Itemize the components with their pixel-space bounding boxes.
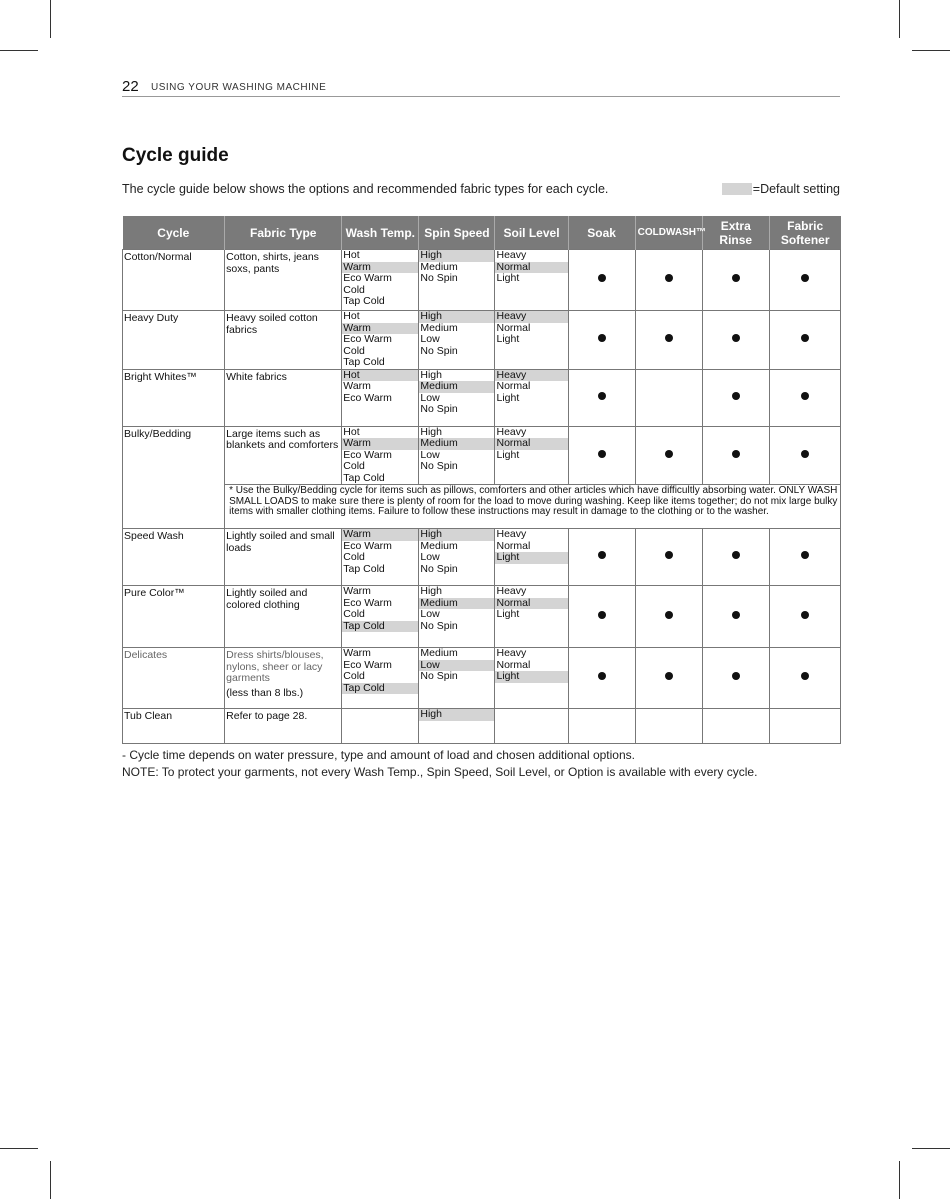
option-value: Cold <box>343 551 365 563</box>
option-value: Normal <box>496 539 531 552</box>
crop-mark <box>899 1161 900 1199</box>
column-header: Soak <box>568 216 635 250</box>
option-value: Eco Warm <box>343 658 392 671</box>
option-value: Medium <box>420 647 458 659</box>
option-value: Low <box>420 551 440 563</box>
option-value: No Spin <box>420 272 458 284</box>
option-value: Tap Cold <box>342 683 418 695</box>
option-value: High <box>419 529 494 541</box>
fabric-type <box>225 648 342 709</box>
option-value: Warm <box>343 585 371 597</box>
option-value: Warm <box>343 647 371 659</box>
available-dot-icon <box>732 392 740 400</box>
coldwash-cell <box>635 250 702 311</box>
option-value: Warm <box>342 529 418 541</box>
table-row <box>123 586 841 648</box>
extra-rinse-cell <box>702 250 769 311</box>
fabric-text: White fabrics <box>226 370 287 383</box>
wash-temp-options <box>342 250 419 311</box>
footnote-cycle-time: - Cycle time depends on water pressure, type and amount of load and chosen additional options. <box>122 748 635 762</box>
soil-level-options <box>495 369 568 426</box>
table-row <box>123 529 841 586</box>
section-title: USING YOUR WASHING MACHINE <box>151 82 327 93</box>
coldwash-cell <box>635 311 702 370</box>
note-row <box>123 485 841 529</box>
option-value: Normal <box>495 262 567 274</box>
table-row <box>123 648 841 709</box>
soil-level-options <box>495 709 568 744</box>
extra-rinse-cell <box>702 586 769 648</box>
available-dot-icon <box>801 450 809 458</box>
extra-rinse-cell <box>702 426 769 485</box>
spin-speed-options <box>419 709 495 744</box>
wash-temp-options <box>342 529 419 586</box>
available-dot-icon <box>598 551 606 559</box>
bulky-note: * Use the Bulky/Bedding cycle for items such as pillows, comforters and other articles which have difficultly absorbing water. ONLY WASH SMALL LOADS to make sure there is plenty of room for the load to move during washing. Keep like items together; do not mix large bulky items with smaller clothing items. Failure to follow these instructions may result in damage to the clothing or to the washer. <box>225 485 841 529</box>
soak-cell <box>568 648 635 709</box>
fabric-text: Lightly soiled and small loads <box>226 530 335 554</box>
coldwash-cell <box>635 369 702 426</box>
option-value: Light <box>496 391 520 404</box>
available-dot-icon <box>598 611 606 619</box>
option-value: Light <box>496 608 520 620</box>
available-dot-icon <box>732 450 740 458</box>
footnote-garments: NOTE: To protect your garments, not every Wash Temp., Spin Speed, Soil Level, or Option is available with every cycle. <box>122 765 758 779</box>
option-value: Hot <box>342 370 418 382</box>
fabric-type <box>225 311 342 370</box>
option-value: Tap Cold <box>343 471 385 484</box>
option-value: Light <box>495 552 567 564</box>
soil-level-options <box>495 586 568 648</box>
fabric-softener-cell <box>769 709 840 744</box>
option-value: Hot <box>343 249 360 261</box>
option-value: Warm <box>342 323 418 335</box>
available-dot-icon <box>732 334 740 342</box>
option-value: Heavy <box>496 249 527 261</box>
soak-cell <box>568 426 635 485</box>
fabric-text: Heavy soiled cotton fabrics <box>226 312 318 336</box>
available-dot-icon <box>732 274 740 282</box>
fabric-type <box>225 709 342 744</box>
option-value: Low <box>420 391 440 404</box>
table-row <box>123 426 841 485</box>
soak-cell <box>568 369 635 426</box>
option-value: Heavy <box>496 528 527 540</box>
option-value: Heavy <box>496 647 527 659</box>
option-value: Tap Cold <box>343 295 385 307</box>
crop-mark <box>912 50 950 51</box>
table-header-row <box>123 216 841 250</box>
option-value: No Spin <box>420 562 458 575</box>
crop-mark <box>912 1148 950 1149</box>
option-value: No Spin <box>420 460 458 472</box>
column-header: Wash Temp. <box>342 216 419 250</box>
option-value: Medium <box>419 438 494 450</box>
crop-mark <box>50 1161 51 1199</box>
available-dot-icon <box>665 551 673 559</box>
option-value: Eco Warm <box>343 448 392 461</box>
available-dot-icon <box>732 611 740 619</box>
available-dot-icon <box>732 551 740 559</box>
option-value: Light <box>495 671 567 683</box>
coldwash-cell <box>635 648 702 709</box>
cycle-name: Heavy Duty <box>123 311 225 370</box>
option-value: Eco Warm <box>343 272 392 284</box>
cycle-name: Bulky/Bedding <box>123 426 225 529</box>
legend-label: =Default setting <box>752 182 840 196</box>
fabric-softener-cell <box>769 648 840 709</box>
option-value: Warm <box>343 380 371 392</box>
option-value: Tap Cold <box>342 621 418 633</box>
option-value: Cold <box>343 608 365 620</box>
available-dot-icon <box>732 672 740 680</box>
spin-speed-options <box>419 426 495 485</box>
available-dot-icon <box>801 392 809 400</box>
extra-rinse-cell <box>702 369 769 426</box>
available-dot-icon <box>801 672 809 680</box>
column-header: Fabric Softener <box>769 216 840 250</box>
fabric-text: Large items such as blankets and comforters <box>226 427 339 451</box>
available-dot-icon <box>598 672 606 680</box>
available-dot-icon <box>665 611 673 619</box>
soak-cell <box>568 311 635 370</box>
fabric-text: Dress shirts/blouses, nylons, sheer or lacy garments <box>226 649 324 684</box>
extra-rinse-cell <box>702 311 769 370</box>
option-value: Medium <box>420 260 458 273</box>
option-value: Heavy <box>495 311 567 323</box>
intro-text: The cycle guide below shows the options and recommended fabric types for each cycle. <box>122 182 609 196</box>
option-value: Medium <box>419 381 494 393</box>
option-value: Hot <box>343 310 360 322</box>
fabric-softener-cell <box>769 311 840 370</box>
column-header: Spin Speed <box>419 216 495 250</box>
option-value: No Spin <box>420 403 458 415</box>
option-value: Hot <box>343 425 360 438</box>
coldwash-cell <box>635 586 702 648</box>
option-value: Cold <box>343 670 365 682</box>
option-value: Light <box>496 333 520 345</box>
fabric-extra: (less than 8 lbs.) <box>226 686 304 699</box>
available-dot-icon <box>598 450 606 458</box>
default-swatch <box>722 183 752 195</box>
soak-cell <box>568 529 635 586</box>
fabric-type <box>225 426 342 485</box>
option-value: Cold <box>343 460 365 472</box>
option-value: Normal <box>496 380 531 392</box>
option-value: Normal <box>496 658 531 671</box>
coldwash-cell <box>635 426 702 485</box>
spin-speed-options <box>419 529 495 586</box>
spin-speed-options <box>419 250 495 311</box>
option-value: Heavy <box>495 370 567 382</box>
table-row <box>123 250 841 311</box>
table-row <box>123 369 841 426</box>
fabric-text: Cotton, shirts, jeans soxs, pants <box>226 251 319 275</box>
option-value: Normal <box>495 598 567 610</box>
option-value: High <box>420 425 442 438</box>
available-dot-icon <box>665 274 673 282</box>
soil-level-options <box>495 648 568 709</box>
column-header: Fabric Type <box>225 216 342 250</box>
wash-temp-options <box>342 648 419 709</box>
fabric-softener-cell <box>769 250 840 311</box>
option-value: Light <box>496 272 520 284</box>
cycle-name: Speed Wash <box>123 529 225 586</box>
option-value: Low <box>420 333 440 345</box>
option-value: Low <box>420 608 440 620</box>
crop-mark <box>0 50 38 51</box>
fabric-type <box>225 529 342 586</box>
option-value: Eco Warm <box>343 333 392 345</box>
table-row <box>123 311 841 370</box>
wash-temp-options <box>342 586 419 648</box>
spin-speed-options <box>419 586 495 648</box>
option-value: Eco Warm <box>343 539 392 552</box>
page-number: 22 <box>122 78 139 95</box>
cycle-guide-table <box>122 216 841 744</box>
cycle-name: Pure Color™ <box>123 586 225 648</box>
option-value: High <box>419 311 494 323</box>
fabric-softener-cell <box>769 586 840 648</box>
soil-level-options <box>495 311 568 370</box>
fabric-type <box>225 369 342 426</box>
soil-level-options <box>495 426 568 485</box>
option-value: Normal <box>495 438 567 450</box>
option-value: Eco Warm <box>343 596 392 609</box>
option-value: High <box>420 585 442 597</box>
option-value: Low <box>420 448 440 461</box>
option-value: No Spin <box>420 619 458 632</box>
option-value: High <box>419 709 494 721</box>
crop-mark <box>50 0 51 38</box>
option-value: High <box>420 368 442 381</box>
option-value: Warm <box>342 438 418 450</box>
option-value: Normal <box>496 321 531 334</box>
soak-cell <box>568 709 635 744</box>
option-value: Tap Cold <box>343 562 385 575</box>
option-value: Medium <box>419 598 494 610</box>
table-row <box>123 709 841 744</box>
option-value: Low <box>419 660 494 672</box>
cycle-name: Bright Whites™ <box>123 369 225 426</box>
page-header <box>122 80 840 97</box>
extra-rinse-cell <box>702 529 769 586</box>
fabric-softener-cell <box>769 529 840 586</box>
spin-speed-options <box>419 648 495 709</box>
fabric-softener-cell <box>769 369 840 426</box>
fabric-text: Lightly soiled and colored clothing <box>226 587 308 611</box>
option-value: Eco Warm <box>343 391 392 404</box>
available-dot-icon <box>598 334 606 342</box>
option-value: Cold <box>343 344 365 357</box>
soak-cell <box>568 586 635 648</box>
cycle-name: Tub Clean <box>123 709 225 744</box>
available-dot-icon <box>801 551 809 559</box>
wash-temp-options <box>342 426 419 485</box>
option-value: Medium <box>420 539 458 552</box>
option-value: Tap Cold <box>343 356 385 368</box>
option-value: Heavy <box>496 425 527 438</box>
extra-rinse-cell <box>702 648 769 709</box>
column-header: Cycle <box>123 216 225 250</box>
default-legend <box>722 182 840 196</box>
spin-speed-options <box>419 369 495 426</box>
column-header: Extra Rinse <box>702 216 769 250</box>
crop-mark <box>899 0 900 38</box>
coldwash-cell <box>635 529 702 586</box>
coldwash-cell <box>635 709 702 744</box>
wash-temp-options <box>342 311 419 370</box>
cycle-name: Delicates <box>123 648 225 709</box>
spin-speed-options <box>419 311 495 370</box>
cycle-name: Cotton/Normal <box>123 250 225 311</box>
option-value: High <box>419 250 494 262</box>
wash-temp-options <box>342 709 419 744</box>
available-dot-icon <box>801 274 809 282</box>
fabric-text: Refer to page 28. <box>226 710 308 722</box>
available-dot-icon <box>801 611 809 619</box>
available-dot-icon <box>665 672 673 680</box>
option-value: Heavy <box>496 585 527 597</box>
option-value: Medium <box>420 321 458 334</box>
option-value: Light <box>496 448 520 461</box>
soil-level-options <box>495 250 568 311</box>
available-dot-icon <box>598 274 606 282</box>
available-dot-icon <box>665 450 673 458</box>
page-title: Cycle guide <box>122 145 229 166</box>
column-header: Soil Level <box>495 216 568 250</box>
wash-temp-options <box>342 369 419 426</box>
fabric-softener-cell <box>769 426 840 485</box>
soak-cell <box>568 250 635 311</box>
available-dot-icon <box>665 334 673 342</box>
soil-level-options <box>495 529 568 586</box>
option-value: Warm <box>342 262 418 274</box>
crop-mark <box>0 1148 38 1149</box>
available-dot-icon <box>801 334 809 342</box>
column-header: COLDWASH™ <box>635 216 702 250</box>
option-value: Cold <box>343 283 365 296</box>
fabric-type <box>225 586 342 648</box>
extra-rinse-cell <box>702 709 769 744</box>
option-value: No Spin <box>420 670 458 682</box>
option-value: No Spin <box>420 344 458 357</box>
fabric-type <box>225 250 342 311</box>
available-dot-icon <box>598 392 606 400</box>
